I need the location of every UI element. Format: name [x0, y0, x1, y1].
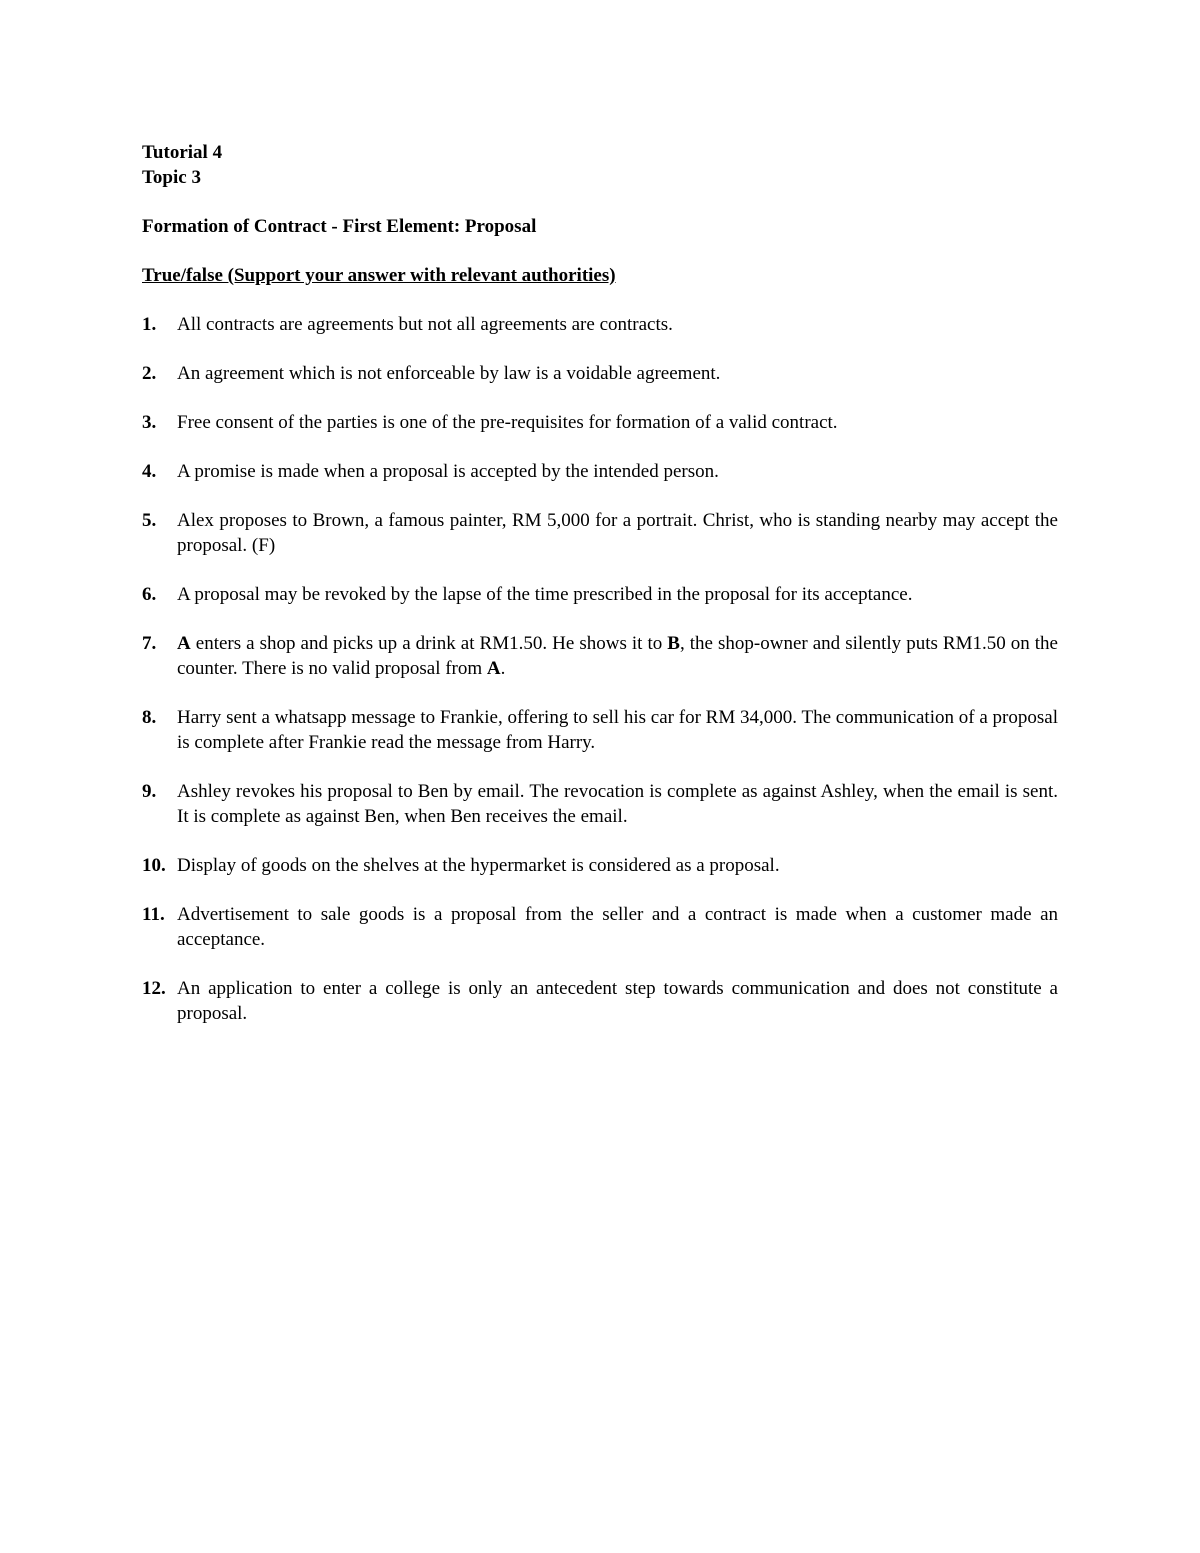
question-item	[142, 779, 1058, 829]
question-number: 5.	[142, 510, 157, 531]
question-item	[142, 631, 1058, 681]
question-number: 12.	[142, 978, 166, 999]
question-text: Harry sent a whatsapp message to Frankie, offering to sell his car for RM 34,000. The communication of a proposal is complete after Frankie read the message from Harry.	[177, 707, 1058, 753]
question-text: Advertisement to sale goods is a proposal from the seller and a contract is made when a customer made an acceptance.	[177, 904, 1058, 950]
tutorial-number: Tutorial 4	[142, 142, 223, 163]
question-item	[142, 508, 1058, 558]
question-text: A promise is made when a proposal is accepted by the intended person.	[177, 461, 719, 482]
question-item	[142, 361, 1058, 386]
question-list	[142, 312, 1058, 1026]
question-item	[142, 459, 1058, 484]
question-item	[142, 582, 1058, 607]
question-item	[142, 902, 1058, 952]
question-text: All contracts are agreements but not all agreements are contracts.	[177, 314, 673, 335]
question-text: Ashley revokes his proposal to Ben by email. The revocation is complete as against Ashley, when the email is sent. It is complete as against Ben, when Ben receives the email.	[177, 781, 1058, 827]
question-item	[142, 312, 1058, 337]
question-number: 10.	[142, 855, 166, 876]
question-number: 8.	[142, 707, 157, 728]
question-number: 11.	[142, 904, 165, 925]
party-a-label: A	[486, 658, 501, 679]
question-text: A proposal may be revoked by the lapse of the time prescribed in the proposal for its acceptance.	[177, 584, 913, 605]
question-item	[142, 976, 1058, 1026]
document-content	[142, 140, 1058, 1050]
question-number: 9.	[142, 781, 157, 802]
question-number: 7.	[142, 633, 157, 654]
section-title: Formation of Contract - First Element: Proposal	[142, 216, 537, 237]
question-number: 3.	[142, 412, 157, 433]
question-text-segment: , the shop-owner and silently puts RM1.50 on the counter. There is no valid proposal from	[177, 633, 1058, 679]
question-item	[142, 705, 1058, 755]
party-b-label: B	[667, 633, 680, 654]
question-number: 2.	[142, 363, 157, 384]
party-a-label: A	[177, 633, 191, 654]
question-text: Display of goods on the shelves at the hypermarket is considered as a proposal.	[177, 855, 780, 876]
question-item	[142, 853, 1058, 878]
question-text-segment: enters a shop and picks up a drink at RM1.50. He shows it to	[190, 633, 668, 654]
topic-number: Topic 3	[142, 167, 201, 188]
question-text-segment: .	[500, 658, 506, 679]
question-text: Free consent of the parties is one of the pre-requisites for formation of a valid contract.	[177, 412, 838, 433]
question-text: An agreement which is not enforceable by law is a voidable agreement.	[177, 363, 721, 384]
question-text: Alex proposes to Brown, a famous painter, RM 5,000 for a portrait. Christ, who is standing nearby may accept the proposal. (F)	[177, 510, 1058, 556]
question-number: 6.	[142, 584, 157, 605]
question-number: 4.	[142, 461, 157, 482]
question-text	[177, 631, 1058, 681]
question-item	[142, 410, 1058, 435]
instruction: True/false (Support your answer with relevant authorities)	[142, 265, 616, 286]
question-number: 1.	[142, 314, 157, 335]
question-text: An application to enter a college is only an antecedent step towards communication and does not constitute a proposal.	[177, 978, 1058, 1024]
